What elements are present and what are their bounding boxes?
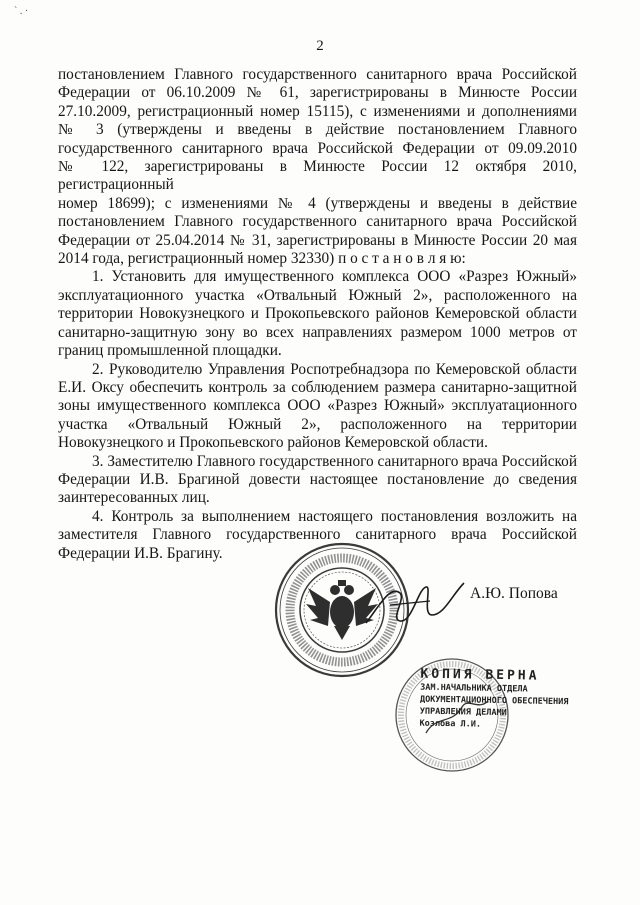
text-line: постановлением Главного государственного санитарного врача Российской (58, 66, 577, 83)
text-line: государственного санитарного врача Российской Федерации от 09.09.2010 (58, 139, 577, 157)
text-line: Федерации от 25.04.2014 № 31, зарегистрированы в Минюсте России 20 мая (58, 231, 577, 249)
text-line: номер 18699); с изменениями № 4 (утверждены и введены в действие (58, 194, 577, 212)
text-line: 2014 года, регистрационный номер 32330) п о с т а н о в л я ю: (58, 250, 466, 268)
copy-stamp-title: КОПИЯ ВЕРНА (420, 666, 540, 684)
text-line: 1. Установить для имущественного комплекса ООО «Разрез Южный» (92, 268, 577, 286)
text-line: эксплуатационного участка «Отвальный Южный 2», расположенного на (58, 286, 577, 304)
document-body (58, 66, 577, 563)
text-line: зоны имущественного комплекса ООО «Разрез Южный» эксплуатационного (58, 397, 577, 415)
copy-stamp-line: ДОКУМЕНТАЦИОННОГО ОБЕСПЕЧЕНИЯ (419, 694, 569, 708)
paragraph-item-3 (58, 453, 577, 508)
text-line: постановлением Главного государственного санитарного врача Российской (58, 213, 577, 231)
copy-stamp-line: ЗАМ.НАЧАЛЬНИКА ОТДЕЛА (420, 682, 528, 695)
text-line: 4. Контроль за выполнением настоящего постановления возложить на (92, 507, 577, 525)
scan-corner-mark: ` . · (14, 6, 29, 17)
handwritten-signature (360, 575, 470, 635)
text-line: санитарно-защитную зону во всех направлениях размером 1000 метров от (58, 323, 577, 341)
paragraph-item-2 (58, 361, 577, 453)
text-line: Федерации от 06.10.2009 № 61, зарегистрированы в Минюсте России (58, 84, 577, 102)
page-number: 2 (316, 38, 324, 54)
text-line: Федерации И.В. Брагину. (58, 544, 223, 562)
text-line: границ промышленной площадки. (58, 342, 282, 360)
text-line: Е.И. Оксу обеспечить контроль за соблюдением размера санитарно-защитной (58, 378, 577, 396)
text-line: заинтересованных лиц. (58, 489, 210, 507)
paragraph-intro (58, 66, 577, 268)
text-line: Федерации И.В. Брагиной довести настоящее постановление до сведения (58, 470, 577, 488)
text-line: № 122, зарегистрированы в Минюсте России 12 октября 2010, регистрационный (58, 158, 577, 194)
text-line: территории Новокузнецкого и Прокопьевского районов Кемеровской области (58, 305, 577, 323)
copy-stamp-line: УПРАВЛЕНИЯ ДЕЛАМИ (419, 706, 507, 719)
text-line: № 3 (утверждены и введены в действие постановлением Главного (58, 121, 577, 139)
signer-name: А.Ю. Попова (470, 585, 558, 602)
text-line: 2. Руководителю Управления Роспотребнадзора по Кемеровской области (92, 360, 577, 378)
text-line: 27.10.2009, регистрационный номер 15115), с изменениями и дополнениями (58, 102, 577, 120)
paragraph-item-1 (58, 268, 577, 360)
text-line: участка «Отвальный Южный 2», расположенного на территории (58, 415, 577, 433)
text-line: Новокузнецкого и Прокопьевского районов Кемеровской области. (58, 434, 488, 452)
copy-verified-stamp (419, 667, 580, 733)
text-line: 3. Заместителю Главного государственного санитарного врача Российской (92, 452, 577, 470)
text-line: заместителя Главного государственного санитарного врача Российской (58, 526, 577, 544)
copy-stamp-name: Козлова Л.И. (419, 718, 482, 730)
